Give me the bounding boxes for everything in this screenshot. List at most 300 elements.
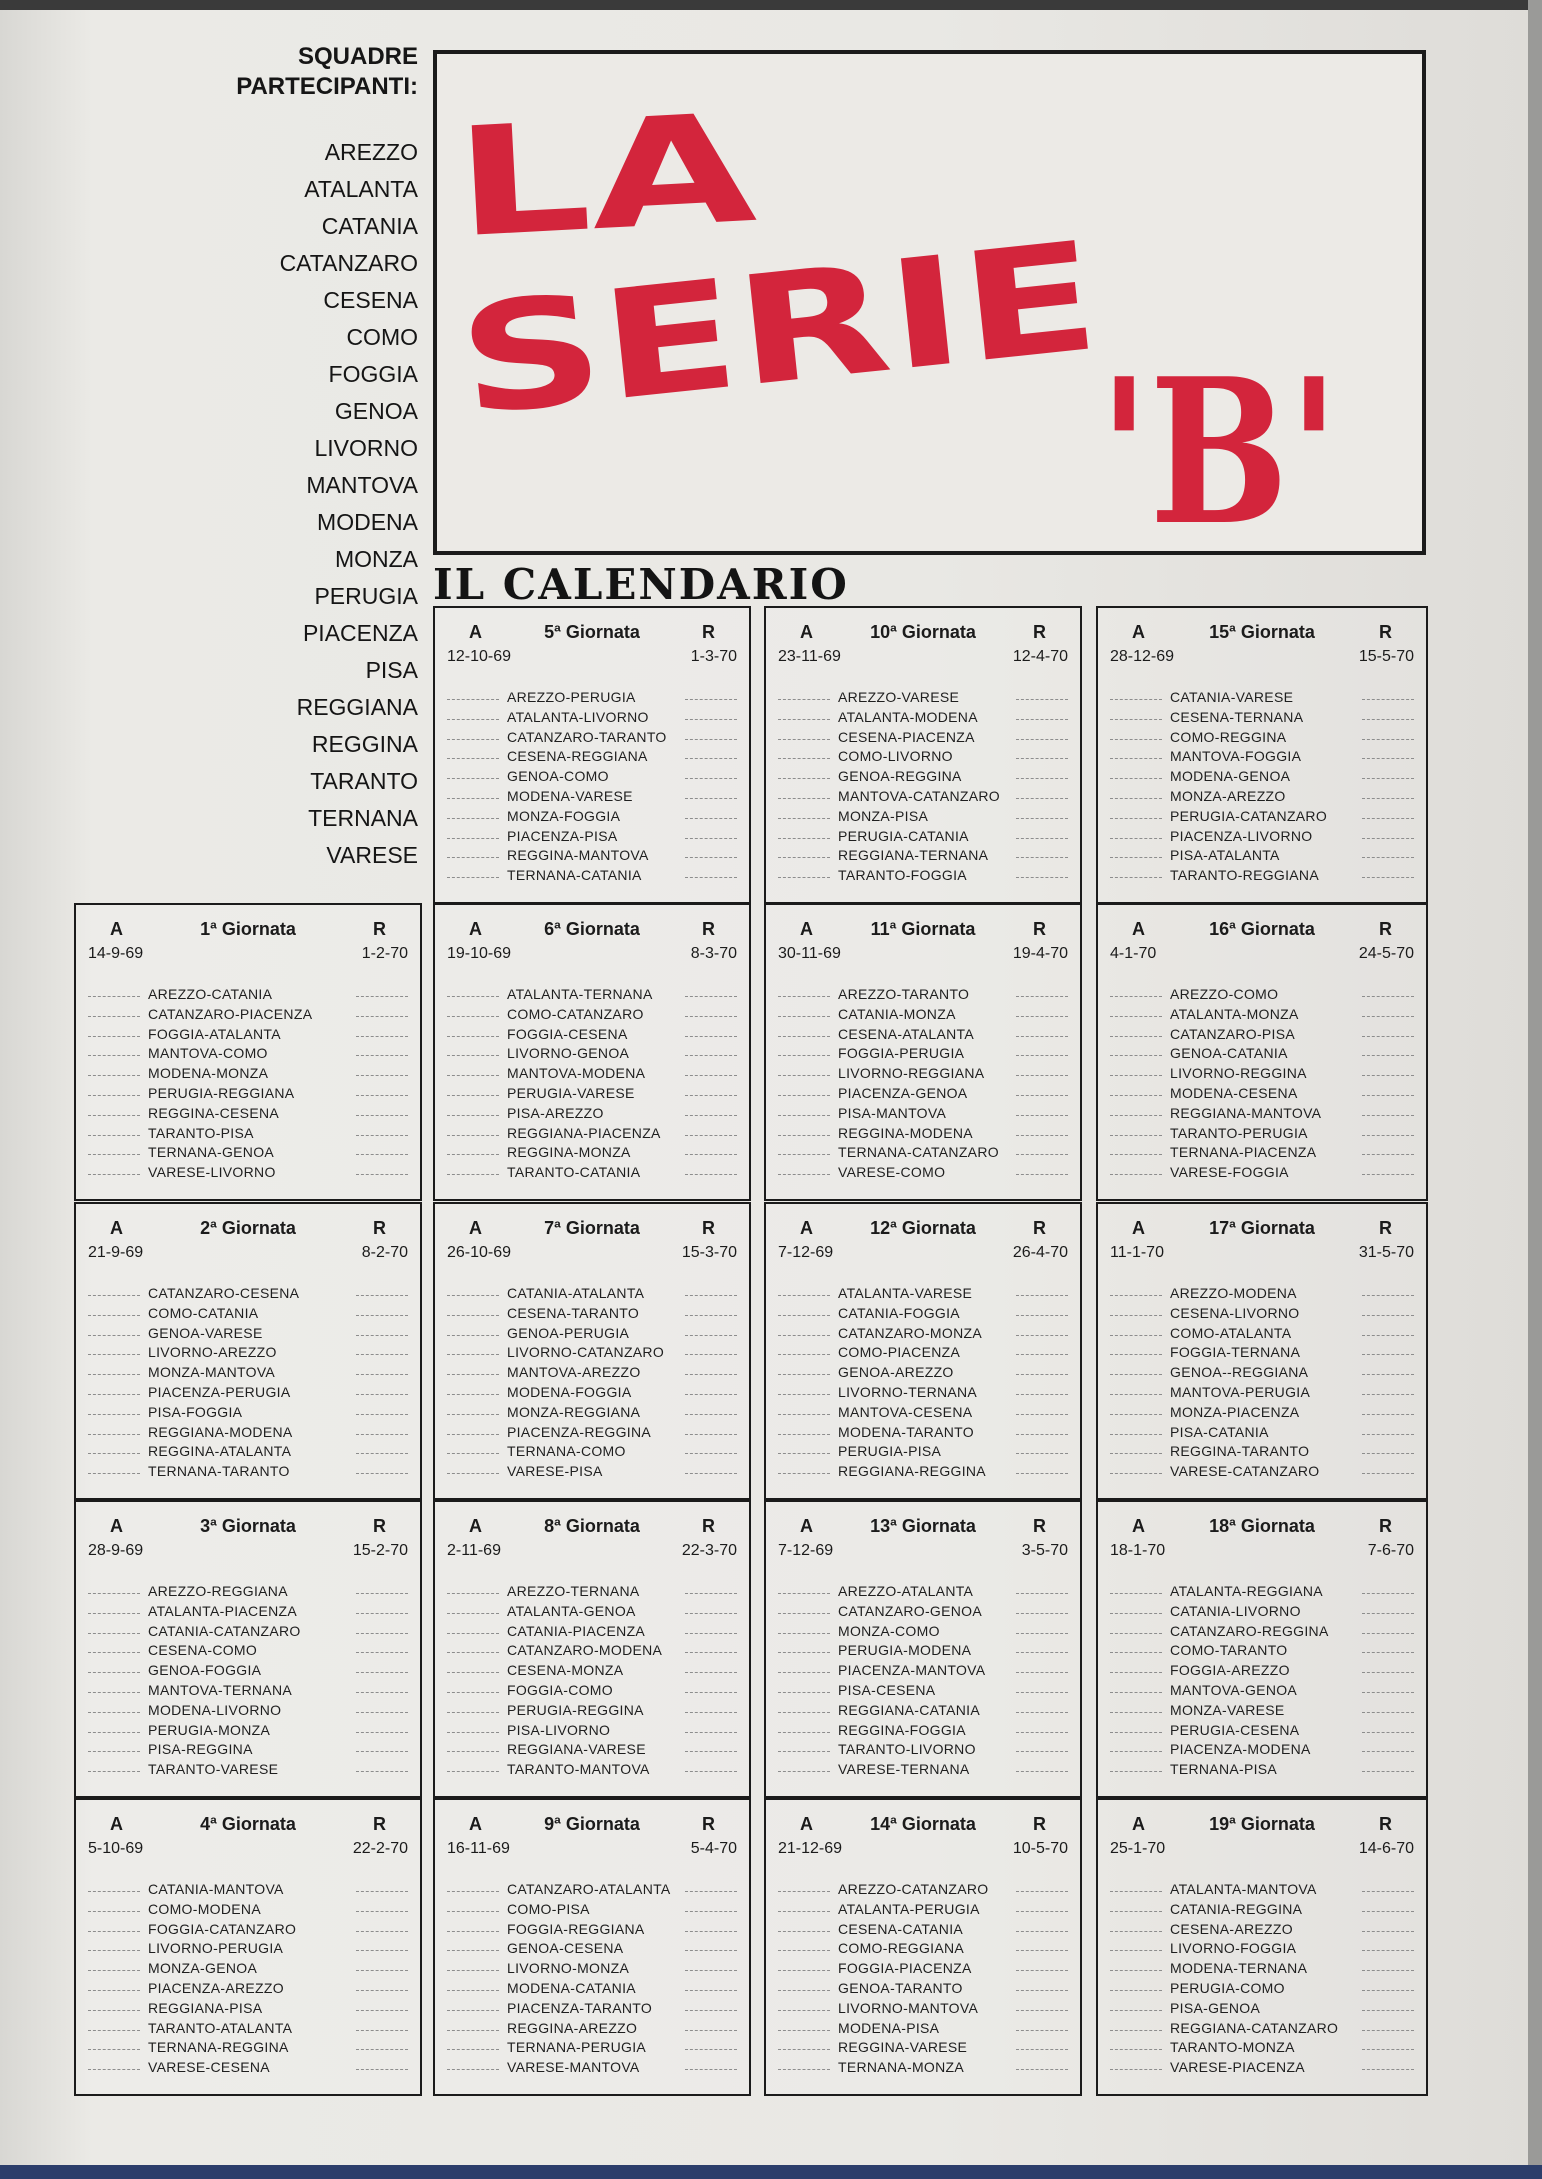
score-line-ritorno (685, 1712, 737, 1713)
match-row (76, 1403, 420, 1423)
match-teams: REGGINA-VARESE (838, 2039, 968, 2056)
team-genoa: GENOA (334, 398, 418, 424)
match-teams: REGGIANA-CATANZARO (1170, 2019, 1339, 2036)
score-line-andata (1110, 1414, 1162, 1415)
score-line-ritorno (356, 1652, 408, 1653)
match-row (766, 1701, 1080, 1721)
round-header (76, 1218, 420, 1242)
score-line-andata (447, 1732, 499, 1733)
score-line-andata (778, 2010, 830, 2011)
match-teams: AREZZO-VARESE (838, 689, 960, 705)
round-header (766, 1218, 1080, 1242)
score-line-ritorno (1362, 2049, 1414, 2050)
match-teams: COMO-MODENA (148, 1900, 261, 1917)
score-line-andata (778, 1055, 830, 1056)
score-line-ritorno (1362, 1652, 1414, 1653)
teams-header-line2: PARTECIPANTI: (236, 73, 418, 100)
round-header (766, 1814, 1080, 1838)
score-line-ritorno (1016, 2030, 1068, 2031)
score-line-ritorno (1016, 857, 1068, 858)
score-line-andata (447, 719, 499, 720)
score-line-andata (88, 1613, 140, 1614)
ritorno-label: R (373, 1218, 386, 1238)
match-teams: TARANTO-REGGIANA (1170, 867, 1319, 884)
ritorno-label: R (702, 1814, 715, 1834)
score-line-andata (88, 2010, 140, 2011)
match-row (1098, 1363, 1426, 1383)
match-row (76, 1284, 420, 1304)
score-line-andata (447, 1891, 499, 1892)
score-line-ritorno (356, 1771, 408, 1772)
round-header (1098, 622, 1426, 646)
match-row (435, 1999, 749, 2019)
score-line-ritorno (1362, 1911, 1414, 1912)
score-line-andata (778, 1295, 830, 1296)
match-teams: CATANIA-FOGGIA (838, 1304, 960, 1321)
ritorno-date: 7-6-70 (1367, 1542, 1414, 1559)
match-teams: TARANTO-PERUGIA (1170, 1124, 1308, 1141)
match-row (76, 2058, 420, 2078)
title-box (433, 50, 1426, 555)
match-teams: FOGGIA-REGGIANA (507, 1920, 645, 1937)
score-line-ritorno (685, 996, 737, 997)
score-line-ritorno (1362, 1692, 1414, 1693)
score-line-andata (1110, 798, 1162, 799)
match-row (435, 1104, 749, 1124)
match-teams: TARANTO-CATANIA (507, 1164, 641, 1181)
score-line-ritorno (1362, 1315, 1414, 1316)
match-teams: VARESE-COMO (838, 1164, 946, 1181)
score-line-ritorno (356, 2010, 408, 2011)
score-line-ritorno (685, 1633, 737, 1634)
score-line-ritorno (1362, 1075, 1414, 1076)
andata-label: A (469, 1814, 482, 1834)
score-line-andata (778, 1394, 830, 1395)
andata-label: A (1132, 1516, 1145, 1536)
match-teams: COMO-REGGIANA (838, 1940, 965, 1957)
round-header (1098, 919, 1426, 943)
score-line-ritorno (685, 1931, 737, 1932)
score-line-andata (778, 2030, 830, 2031)
score-line-andata (778, 1036, 830, 1037)
match-teams: TERNANA-MONZA (838, 2059, 965, 2076)
score-line-andata (778, 1672, 830, 1673)
match-row (1098, 1005, 1426, 1025)
match-row (766, 985, 1080, 1005)
match-teams: PERUGIA-REGGIANA (148, 1084, 295, 1101)
score-line-ritorno (1362, 1593, 1414, 1594)
match-row (76, 1044, 420, 1064)
score-line-andata (447, 996, 499, 997)
score-line-ritorno (1016, 1473, 1068, 1474)
match-teams: GENOA-COMO (507, 768, 609, 785)
match-row (766, 1163, 1080, 1183)
match-teams: CATANZARO-TARANTO (507, 728, 667, 745)
match-teams: TERNANA-CATANZARO (838, 1144, 999, 1161)
match-row (766, 1423, 1080, 1443)
match-row (1098, 846, 1426, 866)
team-reggiana: REGGIANA (296, 694, 418, 720)
score-line-andata (1110, 857, 1162, 858)
score-line-ritorno (685, 1295, 737, 1296)
score-line-ritorno (685, 2049, 737, 2050)
match-row (766, 1462, 1080, 1482)
match-teams: MANTOVA-TERNANA (148, 1681, 292, 1698)
score-line-andata (88, 1055, 140, 1056)
score-line-ritorno (1016, 1295, 1068, 1296)
match-row (1098, 1423, 1426, 1443)
match-row (766, 1363, 1080, 1383)
round-box-9 (433, 1798, 751, 2096)
score-line-andata (1110, 1075, 1162, 1076)
match-row (435, 1721, 749, 1741)
match-teams: AREZZO-CATANIA (148, 986, 273, 1002)
team-arezzo: AREZZO (324, 139, 418, 165)
score-line-andata (1110, 1115, 1162, 1116)
score-line-andata (447, 1036, 499, 1037)
match-teams: REGGINA-ATALANTA (148, 1443, 292, 1460)
score-line-andata (447, 2010, 499, 2011)
match-row (435, 747, 749, 767)
match-row (766, 827, 1080, 847)
match-teams: CATANZARO-MONZA (838, 1324, 982, 1341)
team-perugia: PERUGIA (314, 583, 418, 609)
match-list (435, 1880, 749, 2078)
match-teams: PISA-REGGINA (148, 1741, 253, 1758)
score-line-andata (778, 1315, 830, 1316)
score-line-andata (1110, 1712, 1162, 1713)
score-line-andata (1110, 996, 1162, 997)
score-line-andata (1110, 1174, 1162, 1175)
match-row (435, 1005, 749, 1025)
match-row (76, 1622, 420, 1642)
match-teams: REGGINA-AREZZO (507, 2019, 638, 2036)
score-line-andata (778, 1633, 830, 1634)
match-teams: PISA-LIVORNO (507, 1721, 611, 1738)
andata-label: A (800, 1814, 813, 1834)
match-row (435, 787, 749, 807)
score-line-andata (778, 1751, 830, 1752)
match-row (435, 1701, 749, 1721)
match-row (1098, 1939, 1426, 1959)
match-teams: REGGIANA-MODENA (148, 1423, 293, 1440)
match-row (1098, 1442, 1426, 1462)
score-line-andata (88, 1135, 140, 1136)
score-line-andata (778, 1970, 830, 1971)
score-line-ritorno (1362, 1672, 1414, 1673)
score-line-ritorno (1362, 739, 1414, 740)
match-teams: PERUGIA-MODENA (838, 1642, 972, 1659)
score-line-ritorno (1016, 798, 1068, 799)
andata-date: 28-12-69 (1110, 648, 1175, 665)
score-line-ritorno (685, 798, 737, 799)
andata-label: A (469, 919, 482, 939)
match-teams: MANTOVA-CATANZARO (838, 787, 1000, 804)
score-line-ritorno (356, 1154, 408, 1155)
round-dates (1098, 1542, 1426, 1564)
match-teams: REGGIANA-MANTOVA (1170, 1104, 1322, 1121)
score-line-ritorno (356, 1931, 408, 1932)
match-row (76, 985, 420, 1005)
score-line-ritorno (685, 1354, 737, 1355)
match-teams: LIVORNO-MANTOVA (838, 1999, 979, 2016)
match-row (435, 1602, 749, 1622)
title-logo (437, 54, 1422, 551)
match-teams: VARESE-PIACENZA (1170, 2059, 1305, 2076)
score-line-ritorno (1016, 1315, 1068, 1316)
match-row (766, 1124, 1080, 1144)
match-teams: MONZA-PISA (838, 807, 929, 824)
match-row (76, 1979, 420, 1999)
ritorno-date: 26-4-70 (1012, 1244, 1068, 1261)
match-row (1098, 2058, 1426, 2078)
match-teams: MODENA-VARESE (507, 787, 633, 804)
match-teams: MONZA-MANTOVA (148, 1364, 276, 1381)
match-row (435, 1939, 749, 1959)
score-line-ritorno (685, 1016, 737, 1017)
match-teams: TARANTO-MANTOVA (507, 1761, 650, 1778)
score-line-ritorno (685, 1950, 737, 1951)
andata-date: 21-12-69 (778, 1840, 843, 1857)
round-name: 17ª Giornata (1209, 1218, 1315, 1238)
match-row (435, 1959, 749, 1979)
round-name: 18ª Giornata (1209, 1516, 1315, 1536)
match-row (435, 2058, 749, 2078)
score-line-ritorno (1016, 1950, 1068, 1951)
score-line-ritorno (356, 996, 408, 997)
match-teams: CATANZARO-PISA (1170, 1025, 1296, 1042)
ritorno-date: 14-6-70 (1358, 1840, 1414, 1857)
score-line-andata (88, 1036, 140, 1037)
match-teams: LIVORNO-REGGIANA (838, 1065, 985, 1082)
score-line-ritorno (685, 1434, 737, 1435)
score-line-andata (447, 1354, 499, 1355)
score-line-ritorno (1016, 1414, 1068, 1415)
andata-label: A (1132, 1218, 1145, 1238)
match-row (766, 1143, 1080, 1163)
match-teams: PERUGIA-MONZA (148, 1721, 271, 1738)
match-row (1098, 1979, 1426, 1999)
match-row (766, 1760, 1080, 1780)
match-teams: GENOA-VARESE (148, 1324, 263, 1341)
match-teams: AREZZO-TERNANA (507, 1583, 640, 1599)
match-row (1098, 1124, 1426, 1144)
match-teams: GENOA-AREZZO (838, 1364, 954, 1381)
score-line-ritorno (1362, 1473, 1414, 1474)
score-line-ritorno (356, 1335, 408, 1336)
andata-label: A (800, 1218, 813, 1238)
score-line-andata (447, 1315, 499, 1316)
score-line-ritorno (1362, 1732, 1414, 1733)
match-row (435, 1681, 749, 1701)
score-line-andata (778, 699, 830, 700)
match-teams: MODENA-TERNANA (1170, 1960, 1308, 1977)
match-teams: AREZZO-REGGIANA (148, 1583, 288, 1599)
score-line-andata (447, 857, 499, 858)
match-row (766, 1084, 1080, 1104)
match-row (435, 827, 749, 847)
score-line-ritorno (685, 758, 737, 759)
round-dates (1098, 1840, 1426, 1862)
match-teams: MONZA-GENOA (148, 1960, 258, 1977)
match-row (766, 1025, 1080, 1045)
score-line-ritorno (1016, 1374, 1068, 1375)
score-line-ritorno (685, 1335, 737, 1336)
score-line-andata (778, 1154, 830, 1155)
match-teams: PIACENZA-PERUGIA (148, 1383, 291, 1400)
match-teams: MODENA-PISA (838, 2019, 940, 2036)
match-row (76, 1442, 420, 1462)
match-teams: MANTOVA-CESENA (838, 1403, 973, 1420)
match-row (1098, 1681, 1426, 1701)
match-row (435, 1740, 749, 1760)
score-line-ritorno (1362, 818, 1414, 819)
match-teams: PERUGIA-CATANZARO (1170, 807, 1328, 824)
score-line-ritorno (685, 1174, 737, 1175)
score-line-ritorno (1016, 1453, 1068, 1454)
match-row (435, 1124, 749, 1144)
score-line-andata (447, 1453, 499, 1454)
match-teams: AREZZO-CATANZARO (838, 1881, 989, 1897)
score-line-andata (778, 1931, 830, 1932)
match-row (766, 1403, 1080, 1423)
match-row (766, 1880, 1080, 1900)
score-line-ritorno (356, 2030, 408, 2031)
score-line-andata (1110, 1771, 1162, 1772)
score-line-ritorno (356, 1453, 408, 1454)
match-teams: REGGINA-TARANTO (1170, 1443, 1310, 1460)
match-list (76, 1880, 420, 2078)
match-row (766, 1602, 1080, 1622)
match-teams: PIACENZA-PISA (507, 827, 618, 844)
score-line-andata (1110, 1692, 1162, 1693)
score-line-ritorno (685, 1692, 737, 1693)
score-line-ritorno (356, 1672, 408, 1673)
match-teams: LIVORNO-FOGGIA (1170, 1940, 1297, 1957)
teams-list (160, 134, 418, 874)
match-teams: CATANZARO-GENOA (838, 1602, 982, 1619)
score-line-ritorno (1362, 1891, 1414, 1892)
match-teams: CESENA-TARANTO (507, 1304, 640, 1321)
teams-header (160, 42, 418, 102)
round-name: 2ª Giornata (200, 1218, 296, 1238)
score-line-andata (88, 1473, 140, 1474)
score-line-andata (1110, 778, 1162, 779)
match-teams: COMO-CATANIA (148, 1304, 259, 1321)
andata-label: A (110, 1218, 123, 1238)
score-line-andata (447, 2069, 499, 2070)
score-line-ritorno (356, 1354, 408, 1355)
match-list (1098, 985, 1426, 1183)
round-name: 5ª Giornata (544, 622, 640, 642)
score-line-andata (447, 877, 499, 878)
score-line-ritorno (1016, 1055, 1068, 1056)
score-line-andata (447, 838, 499, 839)
match-teams: MONZA-COMO (838, 1622, 940, 1639)
round-header (435, 1516, 749, 1540)
match-teams: AREZZO-TARANTO (838, 986, 970, 1002)
round-box-8 (433, 1500, 751, 1798)
round-header (435, 1218, 749, 1242)
score-line-andata (1110, 758, 1162, 759)
match-teams: GENOA-TARANTO (838, 1979, 963, 1996)
score-line-andata (447, 1970, 499, 1971)
match-list (766, 1582, 1080, 1780)
round-name: 12ª Giornata (870, 1218, 976, 1238)
score-line-andata (778, 857, 830, 858)
match-row (435, 1979, 749, 1999)
match-row (76, 1939, 420, 1959)
score-line-andata (447, 1414, 499, 1415)
score-line-ritorno (685, 1315, 737, 1316)
score-line-andata (447, 1692, 499, 1693)
score-line-andata (778, 1354, 830, 1355)
match-row (1098, 1721, 1426, 1741)
match-teams: FOGGIA-TERNANA (1170, 1344, 1301, 1361)
match-teams: MODENA-MONZA (148, 1065, 269, 1082)
round-name: 10ª Giornata (870, 622, 976, 642)
match-row (1098, 1661, 1426, 1681)
andata-label: A (1132, 1814, 1145, 1834)
match-row (76, 1324, 420, 1344)
match-row (76, 1900, 420, 1920)
round-header (766, 1516, 1080, 1540)
match-teams: CESENA-MONZA (507, 1662, 624, 1679)
match-row (76, 1999, 420, 2019)
ritorno-label: R (1379, 919, 1392, 939)
match-row (435, 1462, 749, 1482)
match-teams: MODENA-CESENA (1170, 1084, 1298, 1101)
match-teams: MODENA-GENOA (1170, 768, 1291, 785)
score-line-andata (778, 2069, 830, 2070)
match-row (76, 2038, 420, 2058)
match-row (766, 1582, 1080, 1602)
match-row (1098, 708, 1426, 728)
match-teams: PERUGIA-CESENA (1170, 1721, 1300, 1738)
team-foggia: FOGGIA (328, 361, 418, 387)
score-line-andata (447, 1672, 499, 1673)
match-row (76, 1423, 420, 1443)
match-teams: CESENA-REGGIANA (507, 748, 648, 765)
match-row (76, 1064, 420, 1084)
score-line-andata (778, 1434, 830, 1435)
score-line-ritorno (356, 1911, 408, 1912)
round-header (435, 622, 749, 646)
score-line-andata (778, 1652, 830, 1653)
match-row (766, 1900, 1080, 1920)
match-teams: PISA-ATALANTA (1170, 847, 1280, 864)
match-teams: LIVORNO-MONZA (507, 1960, 630, 1977)
match-teams: PIACENZA-MANTOVA (838, 1662, 986, 1679)
match-list (1098, 1582, 1426, 1780)
score-line-ritorno (1016, 2069, 1068, 2070)
match-row (766, 1324, 1080, 1344)
match-row (766, 1740, 1080, 1760)
match-row (435, 1284, 749, 1304)
score-line-ritorno (1362, 1633, 1414, 1634)
match-teams: TERNANA-COMO (507, 1443, 626, 1460)
match-teams: COMO-PIACENZA (838, 1344, 961, 1361)
match-row (76, 1920, 420, 1940)
round-dates (766, 1840, 1080, 1862)
ritorno-date: 8-3-70 (690, 945, 737, 962)
score-line-ritorno (1362, 1055, 1414, 1056)
match-row (766, 1104, 1080, 1124)
match-row (435, 1442, 749, 1462)
match-teams: ATALANTA-MODENA (838, 708, 978, 725)
match-teams: REGGINA-MODENA (838, 1124, 973, 1141)
score-line-andata (778, 1335, 830, 1336)
